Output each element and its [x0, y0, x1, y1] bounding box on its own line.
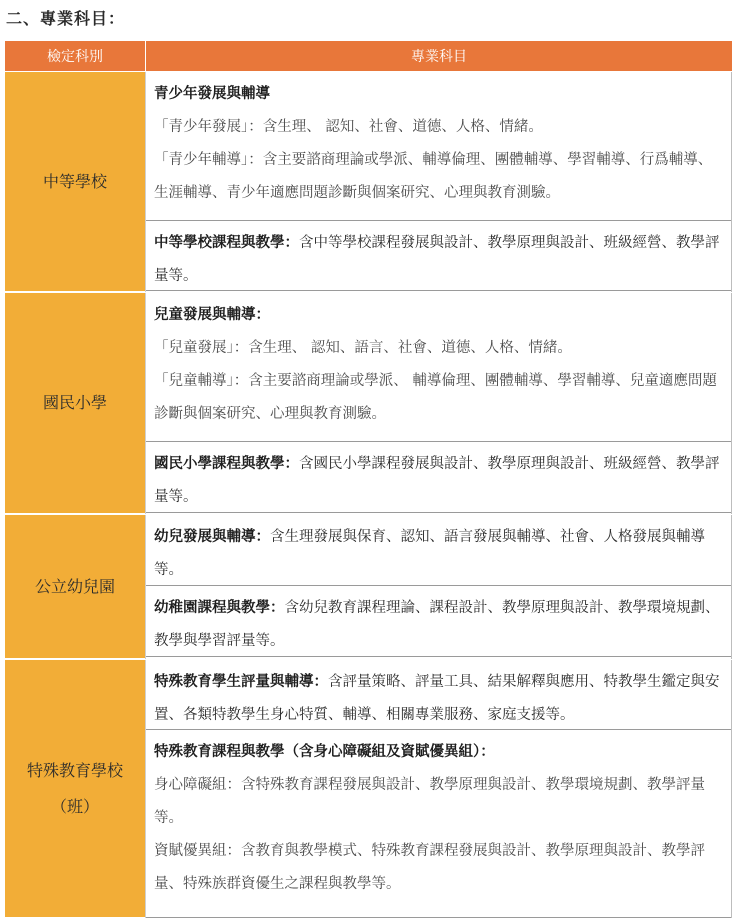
subjects-table	[5, 41, 732, 918]
subjects-column	[145, 660, 732, 918]
subject-title: 幼稚園課程與教學：	[154, 600, 285, 616]
subject-title: 幼兒發展與輔導：	[154, 529, 270, 545]
subject-line: 「青少年發展」：含生理、 認知、社會、道德、人格、情緒。	[154, 119, 543, 135]
subject-line: 「兒童發展」：含生理、 認知、語言、社會、道德、人格、情緒。	[154, 340, 572, 356]
subject-desc: 含國民小學課程發展與設計、教學原理與設計、班級經營、教學評量等。	[154, 456, 720, 505]
subject-cell	[146, 442, 731, 513]
subject-line: 「青少年輔導」：含主要諮商理論或學派、輔導倫理、團體輔導、學習輔導、行爲輔導、生涯輔導、青少年適應問題診斷與個案研究、心理與教育測驗。	[154, 152, 713, 201]
subject-cell	[146, 72, 731, 221]
subject-title: 兒童發展與輔導：	[154, 307, 270, 323]
subject-cell	[146, 730, 731, 918]
category-label: 公立幼兒園	[5, 515, 145, 659]
category-label: 國民小學	[5, 293, 145, 514]
category-group-special-education	[5, 659, 732, 918]
subject-title: 中等學校課程與教學：	[154, 235, 299, 251]
category-group-secondary	[5, 71, 732, 292]
table-header	[5, 41, 732, 71]
subject-desc: 含評量策略、評量工具、結果解釋與應用、特教學生鑑定與安置、各類特教學生身心特質、輔導、相關專業服務、家庭支援等。	[154, 674, 720, 723]
subject-desc: 含中等學校課程發展與設計、教學原理與設計、班級經營、教學評量等。	[154, 235, 720, 284]
section-heading: 二、專業科目：	[6, 9, 126, 28]
subject-cell	[146, 586, 731, 657]
subject-title: 特殊教育課程與教學（含身心障礙組及資賦優異組）：	[154, 744, 495, 760]
subject-title: 國民小學課程與教學：	[154, 456, 299, 472]
subject-cell	[146, 660, 731, 730]
header-category: 檢定科別	[5, 41, 146, 71]
subject-line: 身心障礙組：含特殊教育課程發展與設計、教學原理與設計、教學環境規劃、教學評量等。	[154, 777, 705, 826]
category-group-preschool	[5, 514, 732, 659]
subjects-column	[145, 515, 732, 659]
header-subjects: 專業科目	[411, 49, 467, 65]
subject-line: 資賦優異組：含教育與教學模式、特殊教育課程發展與設計、教學原理與設計、教學評量、特殊族群資優生之課程與教學等。	[154, 843, 705, 892]
subject-title: 青少年發展與輔導	[154, 86, 270, 102]
category-label: 特殊教育學校 （班）	[5, 660, 145, 918]
subject-line: 「兒童輔導」：含主要諮商理論或學派、 輔導倫理、團體輔導、學習輔導、兒童適應問題診斷與個案研究、心理與教育測驗。	[154, 373, 717, 422]
subjects-column	[145, 72, 732, 292]
subject-cell	[146, 515, 731, 586]
category-label: 中等學校	[5, 72, 145, 292]
subject-title: 特殊教育學生評量與輔導：	[154, 674, 328, 690]
subject-desc: 含生理發展與保育、認知、語言發展與輔導、社會、人格發展與輔導等。	[154, 529, 705, 578]
subject-cell	[146, 293, 731, 442]
subjects-column	[145, 293, 732, 514]
subject-desc: 含幼兒教育課程理論、課程設計、教學原理與設計、教學環境規劃、教學與學習評量等。	[154, 600, 720, 649]
subject-cell	[146, 221, 731, 291]
category-group-elementary	[5, 292, 732, 514]
